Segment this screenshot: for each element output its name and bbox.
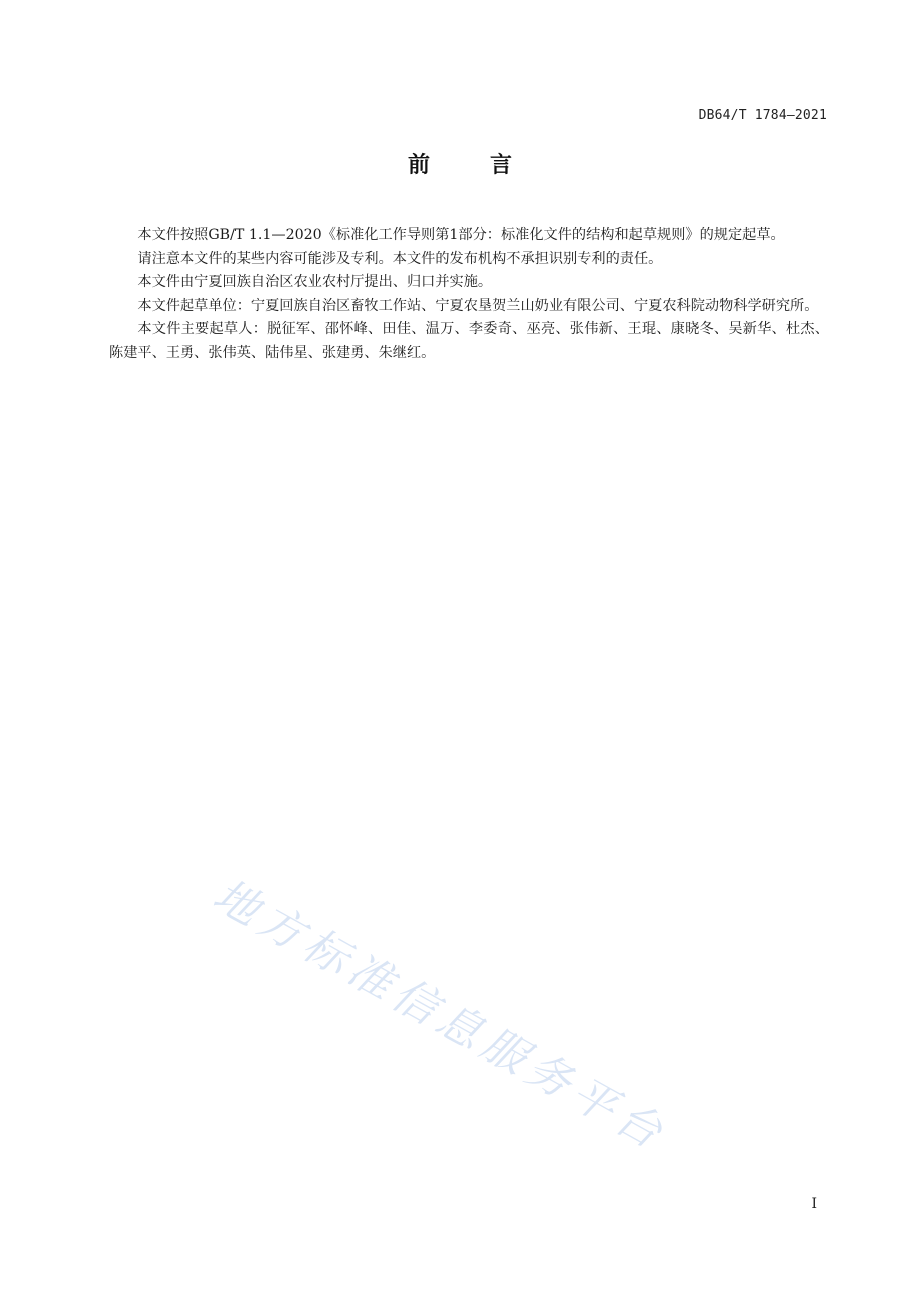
paragraph-drafters: 本文件主要起草人：脱征军、邵怀峰、田佳、温万、李委奇、巫亮、张伟新、王琨、康晓冬、吴新华、杜杰、陈建平、王勇、张伟英、陆伟星、张建勇、朱继红。 bbox=[109, 321, 829, 361]
page-title bbox=[0, 148, 920, 179]
paragraph-patent-notice: 请注意本文件的某些内容可能涉及专利。本文件的发布机构不承担识别专利的责任。 bbox=[137, 250, 663, 267]
watermark: 地方标准信息服务平台 bbox=[204, 869, 676, 1162]
page-number: I bbox=[811, 1196, 817, 1212]
title-char-2: 言 bbox=[490, 153, 513, 178]
foreword-body bbox=[109, 224, 829, 365]
document-code: DB64/T 1784—2021 bbox=[698, 108, 827, 123]
paragraph-drafting-units: 本文件起草单位：宁夏回族自治区畜牧工作站、宁夏农垦贺兰山奶业有限公司、宁夏农科院动物科学研究所。 bbox=[137, 297, 819, 314]
paragraph-proposer: 本文件由宁夏回族自治区农业农村厅提出、归口并实施。 bbox=[137, 274, 493, 290]
title-char-1: 前 bbox=[407, 153, 430, 178]
paragraph-drafting-rules: 本文件按照GB/T 1.1—2020《标准化工作导则第1部分：标准化文件的结构和起草规则》的规定起草。 bbox=[137, 227, 785, 243]
